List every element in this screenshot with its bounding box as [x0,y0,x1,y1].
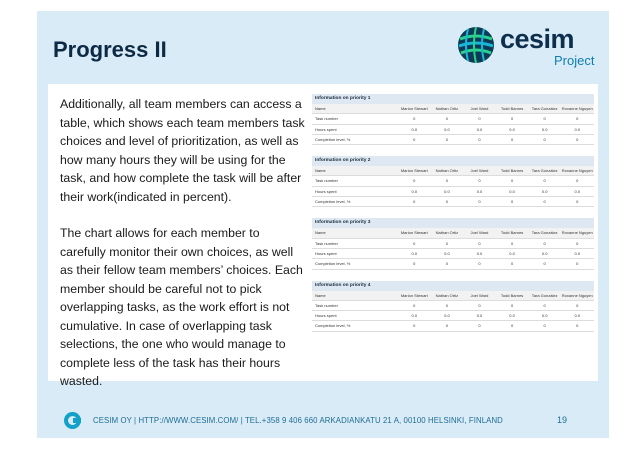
table-cell: 0.0 [541,313,548,319]
table-cell: 0 [445,261,448,267]
table-cell: 0.0 [411,126,418,132]
table-cell: 0.0 [476,250,483,256]
table-cell: 0 [478,261,481,267]
slide-title: Progress II [53,37,167,62]
footer-text: CESIM OY | HTTP://WWW.CESIM.COM/ | TEL.+358 9 406 660 ARKADIANKATU 21 A, 00100 HELSINKI, FINLAND [93,416,503,425]
table-cell: 0 [543,116,546,122]
row-label: Hours spent [315,313,337,319]
column-header: Tara González [531,168,558,174]
column-header: Marion Stewart [400,106,428,111]
cesim-project-logo [456,19,601,75]
table-cell: 0.0 [444,313,450,319]
table-cell: 0 [576,136,579,142]
table-cell: 0 [413,116,416,122]
table-cell: 0 [478,199,481,205]
body-text [60,95,306,391]
priority-table [312,218,594,269]
table-cell: 0 [445,199,448,205]
table-row [312,311,594,321]
column-header: Marion Stewart [400,292,428,298]
table-header-row [312,104,594,114]
row-label: Completion level, % [315,136,351,142]
table-cell: 0.0 [444,250,450,256]
row-label: Hours spent [315,188,337,194]
row-label: Completion level, % [315,199,351,205]
table-cell: 0 [543,178,546,184]
table-cell: 0 [413,199,416,205]
table-row [312,135,594,145]
table-row [312,321,594,331]
table-cell: 0 [445,302,448,308]
paragraph: Additionally, all team members can access a table, which shows each team members task choices and level of prioritization, as well as how many hours they will be using for the task, and how complete the task will be after their work(indicated in percent). [60,97,305,204]
column-header: Marion Stewart [400,230,428,236]
table-row [312,125,594,135]
table-cell: 0.0 [444,188,450,194]
column-header: Nathan Ortiz [435,230,459,236]
priority-table [312,94,594,145]
table-cell: 0.0 [509,313,515,319]
row-label: Task number [315,240,338,246]
column-header: Roxanne Nguyen [561,168,593,174]
table-cell: 0 [510,240,514,246]
table-cell: 0 [413,323,416,329]
table-cell: 0.0 [509,250,515,256]
column-header: Tara González [531,292,558,298]
table-cell: 0 [510,323,514,329]
row-label: Hours spent [315,250,337,256]
table-row [312,239,594,249]
column-header: Nathan Ortiz [435,106,459,111]
table-cell: 0 [576,199,579,205]
logo-wordmark: cesim [500,24,575,54]
table-cell: 0.0 [541,126,548,132]
table-cell: 0 [510,302,514,308]
row-label: Hours spent [315,126,337,132]
column-header: Tara González [531,106,558,111]
table-cell: 0 [413,136,416,142]
table-row [312,197,594,207]
table-cell: 0.0 [476,188,483,194]
table-cell: 0.0 [509,126,515,132]
column-header: Marion Stewart [400,168,428,174]
table-row [312,187,594,197]
column-header: Todd Barnes [500,106,524,111]
column-header: Roxanne Nguyen [561,106,593,111]
footer [37,391,609,438]
table-cell: 0 [445,116,448,122]
table-cell: 0.0 [476,313,483,319]
table-cell: 0 [510,199,514,205]
table-cell: 0 [478,116,481,122]
table-cell: 0 [478,302,481,308]
column-header: Roxanne Nguyen [561,292,593,298]
table-header-row [312,166,594,176]
column-header: Nathan Ortiz [435,292,459,298]
table-cell: 0 [445,178,448,184]
table-cell: 0 [576,261,579,267]
table-cell: 0 [478,323,481,329]
column-header: Todd Barnes [500,292,524,298]
priority-table-title: Information on priority 4 [312,281,594,291]
column-header: Joel Ward [470,168,489,174]
table-cell: 0 [445,323,448,329]
table-cell: 0 [510,136,514,142]
table-cell: 0 [478,240,481,246]
table-row [312,301,594,311]
table-cell: 0 [576,178,579,184]
table-cell: 0 [510,178,514,184]
row-label: Task number [315,116,338,122]
table-row [312,176,594,186]
table-cell: 0 [445,136,448,142]
table-cell: 0 [543,240,546,246]
table-cell: 0.0 [444,126,450,132]
priority-table [312,156,594,207]
table-cell: 0 [576,116,579,122]
table-cell: 0 [543,261,546,267]
priority-table-title: Information on priority 1 [312,94,594,104]
table-cell: 0.0 [574,313,581,319]
table-cell: 0 [543,136,546,142]
row-label: Completion level, % [315,261,351,267]
table-cell: 0.0 [509,188,515,194]
table-cell: 0.0 [541,250,548,256]
priority-table-title: Information on priority 2 [312,156,594,166]
column-header: Roxanne Nguyen [561,230,593,236]
table-cell: 0 [543,323,546,329]
table-row [312,114,594,124]
table-row [312,249,594,259]
column-header: Nathan Ortiz [435,168,459,174]
title-band [37,11,609,83]
table-cell: 0.0 [411,250,418,256]
table-cell: 0.0 [411,313,418,319]
column-header: Joel Ward [470,230,489,236]
column-header: Name [315,230,326,236]
table-cell: 0 [413,302,416,308]
table-cell: 0 [576,323,579,329]
row-label: Task number [315,178,338,184]
table-cell: 0 [413,261,416,267]
column-header: Name [315,106,326,111]
table-row [312,259,594,269]
page-number: 19 [557,415,568,425]
table-cell: 0 [413,240,416,246]
table-cell: 0 [576,240,579,246]
table-cell: 0.0 [476,126,483,132]
column-header: Tara González [531,230,558,236]
content-panel [48,84,598,388]
table-cell: 0 [413,178,416,184]
table-cell: 0.0 [411,188,418,194]
table-cell: 0 [445,240,448,246]
table-cell: 0.0 [541,188,548,194]
table-header-row [312,291,594,301]
column-header: Joel Ward [470,292,489,298]
table-header-row [312,228,594,238]
priority-tables [312,94,594,343]
table-cell: 0 [543,199,546,205]
table-cell: 0.0 [574,126,581,132]
row-label: Task number [315,302,338,308]
table-cell: 0.0 [574,250,581,256]
paragraph: The chart allows for each member to carefully monitor their own choices, as well as their fellow team members’ choices. Each member should be careful not to pick overlapping tasks, as the work effort is not cumulative. In case of overlapping task selections, the one who would manage to complete less of the task has their hours wasted. [60,226,303,388]
table-cell: 0 [478,136,481,142]
cesim-small-logo-icon [64,412,81,429]
column-header: Joel Ward [470,106,489,111]
table-cell: 0 [510,116,514,122]
table-cell: 0 [510,261,514,267]
slide [37,11,609,438]
table-cell: 0 [478,178,481,184]
priority-table [312,281,594,332]
row-label: Completion level, % [315,323,351,329]
column-header: Name [315,168,326,174]
table-cell: 0.0 [574,188,581,194]
table-cell: 0 [576,302,579,308]
logo-subtitle: Project [554,53,595,68]
column-header: Todd Barnes [500,230,524,236]
column-header: Name [315,292,326,298]
table-cell: 0 [543,302,546,308]
priority-table-title: Information on priority 3 [312,218,594,228]
column-header: Todd Barnes [500,168,524,174]
globe-icon [456,25,496,65]
